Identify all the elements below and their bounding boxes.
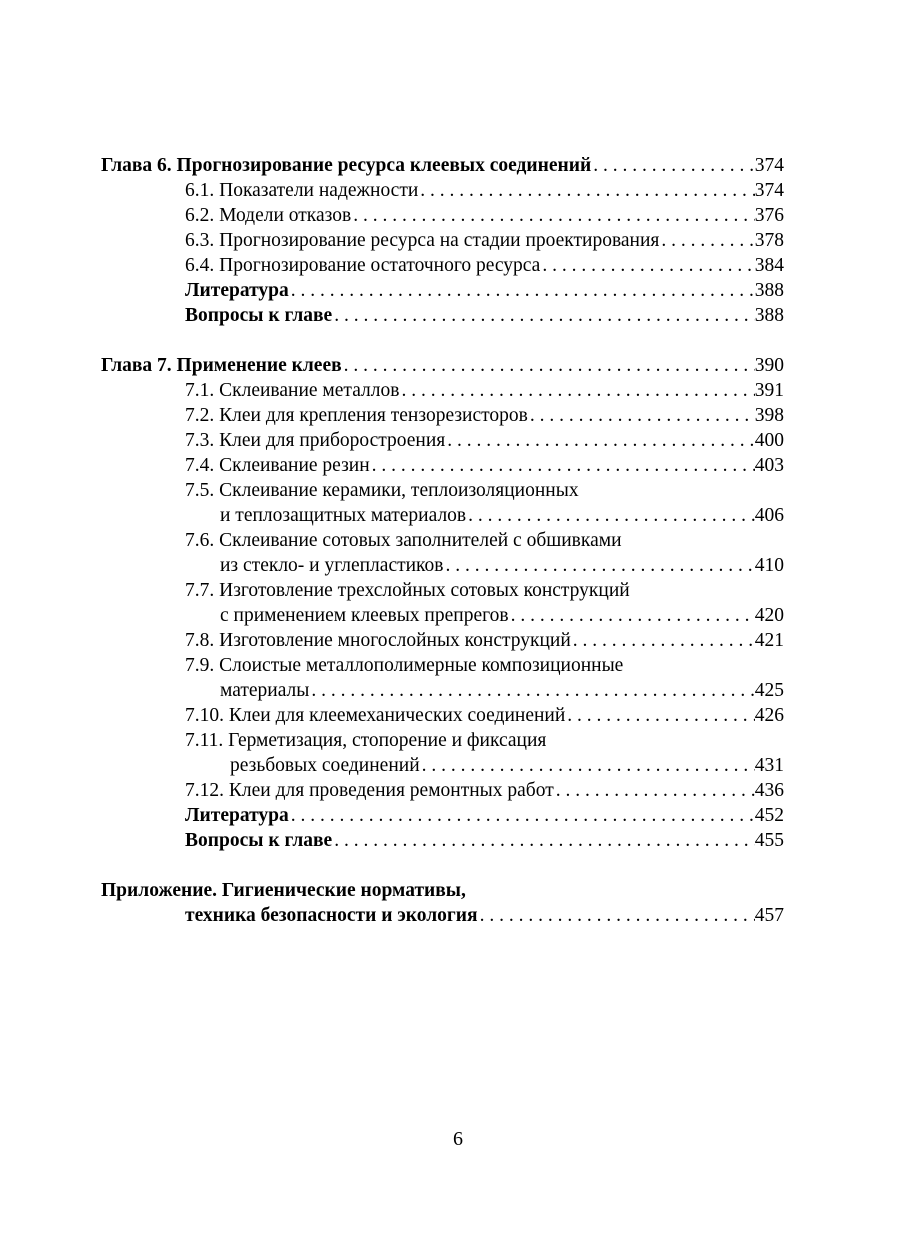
toc-title: Приложение. Гигиенические нормативы, bbox=[101, 880, 466, 901]
toc-title: 7.12. Клеи для проведения ремонтных работ bbox=[185, 780, 554, 801]
toc-appendix-line1[interactable] bbox=[101, 878, 784, 903]
dot-leader bbox=[332, 828, 755, 853]
toc-entry-6-1[interactable] bbox=[101, 178, 784, 203]
toc-entry-7-5-line1[interactable] bbox=[101, 478, 784, 503]
toc-entry-7-12[interactable] bbox=[101, 778, 784, 803]
dot-leader bbox=[418, 178, 754, 203]
toc-page: 436 bbox=[754, 780, 784, 801]
toc-page: 431 bbox=[754, 755, 784, 776]
toc-page: 374 bbox=[754, 155, 784, 176]
toc-entry-6-literature[interactable] bbox=[101, 278, 784, 303]
toc-title: 6.3. Прогнозирование ресурса на стадии проектирования bbox=[185, 230, 660, 251]
toc-title: 7.8. Изготовление многослойных конструкций bbox=[185, 630, 571, 651]
toc-entry-7-7[interactable] bbox=[101, 603, 784, 628]
toc-page: 374 bbox=[754, 180, 784, 201]
dot-leader bbox=[445, 428, 754, 453]
dot-leader bbox=[554, 778, 755, 803]
toc-title: 7.3. Клеи для приборостроения bbox=[185, 430, 446, 451]
toc-title: 7.10. Клеи для клеемеханических соединений bbox=[185, 705, 566, 726]
toc-page: 410 bbox=[754, 555, 784, 576]
dot-leader bbox=[289, 278, 755, 303]
toc-title: Литература bbox=[185, 805, 289, 826]
toc-page: 403 bbox=[754, 455, 784, 476]
dot-leader bbox=[444, 553, 755, 578]
toc-entry-7-6[interactable] bbox=[101, 553, 784, 578]
toc-title: техника безопасности и экология bbox=[185, 905, 478, 926]
toc-page: 426 bbox=[754, 705, 784, 726]
toc-entry-7-11[interactable] bbox=[101, 753, 784, 778]
dot-leader bbox=[342, 353, 755, 378]
toc-entry-7-5[interactable] bbox=[101, 503, 784, 528]
toc-entry-7-3[interactable] bbox=[101, 428, 784, 453]
toc-page: 452 bbox=[754, 805, 784, 826]
toc-entry-7-6-line1[interactable] bbox=[101, 528, 784, 553]
toc-title: и теплозащитных материалов bbox=[220, 505, 467, 526]
toc-entry-7-10[interactable] bbox=[101, 703, 784, 728]
toc-title: 7.5. Склеивание керамики, теплоизоляционных bbox=[185, 480, 579, 501]
toc-entry-7-1[interactable] bbox=[101, 378, 784, 403]
toc-entry-7-11-line1[interactable] bbox=[101, 728, 784, 753]
toc-chapter-6[interactable] bbox=[101, 153, 784, 178]
toc-page: 457 bbox=[754, 905, 784, 926]
dot-leader bbox=[370, 453, 755, 478]
dot-leader bbox=[540, 253, 754, 278]
toc-title: резьбовых соединений bbox=[230, 755, 420, 776]
dot-leader bbox=[478, 903, 755, 928]
toc-page: 425 bbox=[754, 680, 784, 701]
toc-title: 7.9. Слоистые металлополимерные композиционные bbox=[185, 655, 624, 676]
toc-page: 378 bbox=[754, 230, 784, 251]
toc-page: 420 bbox=[754, 605, 784, 626]
dot-leader bbox=[565, 703, 754, 728]
toc-page: 400 bbox=[754, 430, 784, 451]
toc-page: 398 bbox=[754, 405, 784, 426]
toc-page: 388 bbox=[754, 305, 784, 326]
toc-title: 6.4. Прогнозирование остаточного ресурса bbox=[185, 255, 541, 276]
toc-entry-7-8[interactable] bbox=[101, 628, 784, 653]
toc-chapter-7[interactable] bbox=[101, 353, 784, 378]
toc-appendix[interactable] bbox=[101, 903, 784, 928]
toc-title: 7.4. Склеивание резин bbox=[185, 455, 370, 476]
toc-title: 6.1. Показатели надежности bbox=[185, 180, 419, 201]
toc-page: 376 bbox=[754, 205, 784, 226]
table-of-contents bbox=[101, 153, 784, 928]
dot-leader bbox=[528, 403, 755, 428]
toc-page: 406 bbox=[754, 505, 784, 526]
toc-title: 7.2. Клеи для крепления тензорезисторов bbox=[185, 405, 528, 426]
dot-leader bbox=[420, 753, 755, 778]
dot-leader bbox=[659, 228, 754, 253]
page-number: 6 bbox=[453, 1128, 463, 1150]
toc-title: из стекло- и углепластиков bbox=[220, 555, 444, 576]
dot-leader bbox=[351, 203, 755, 228]
dot-leader bbox=[399, 378, 754, 403]
toc-title: 7.6. Склеивание сотовых заполнителей с обшивками bbox=[185, 530, 622, 551]
dot-leader bbox=[289, 803, 755, 828]
toc-page: 421 bbox=[754, 630, 784, 651]
toc-title: с применением клеевых препрегов bbox=[220, 605, 509, 626]
dot-leader bbox=[309, 678, 754, 703]
toc-entry-6-2[interactable] bbox=[101, 203, 784, 228]
dot-leader bbox=[591, 153, 755, 178]
toc-page: 384 bbox=[754, 255, 784, 276]
toc-title: Литература bbox=[185, 280, 289, 301]
toc-title: 7.1. Склеивание металлов bbox=[185, 380, 400, 401]
toc-title: Вопросы к главе bbox=[185, 305, 333, 326]
toc-title: материалы bbox=[220, 680, 310, 701]
toc-entry-7-literature[interactable] bbox=[101, 803, 784, 828]
toc-page: 391 bbox=[754, 380, 784, 401]
toc-entry-7-questions[interactable] bbox=[101, 828, 784, 853]
toc-title: Вопросы к главе bbox=[185, 830, 333, 851]
dot-leader bbox=[332, 303, 755, 328]
toc-title: Глава 6. Прогнозирование ресурса клеевых соединений bbox=[101, 155, 592, 176]
toc-entry-7-2[interactable] bbox=[101, 403, 784, 428]
dot-leader bbox=[466, 503, 755, 528]
toc-entry-7-7-line1[interactable] bbox=[101, 578, 784, 603]
toc-page: 390 bbox=[754, 355, 784, 376]
toc-entry-6-3[interactable] bbox=[101, 228, 784, 253]
toc-page: 388 bbox=[754, 280, 784, 301]
toc-entry-7-9-line1[interactable] bbox=[101, 653, 784, 678]
toc-entry-7-4[interactable] bbox=[101, 453, 784, 478]
toc-title: 7.11. Герметизация, стопорение и фиксация bbox=[185, 730, 547, 751]
toc-entry-6-4[interactable] bbox=[101, 253, 784, 278]
toc-entry-6-questions[interactable] bbox=[101, 303, 784, 328]
toc-entry-7-9[interactable] bbox=[101, 678, 784, 703]
toc-title: 7.7. Изготовление трехслойных сотовых конструкций bbox=[185, 580, 630, 601]
toc-title: 6.2. Модели отказов bbox=[185, 205, 352, 226]
dot-leader bbox=[571, 628, 755, 653]
dot-leader bbox=[509, 603, 755, 628]
toc-title: Глава 7. Применение клеев bbox=[101, 355, 342, 376]
toc-page: 455 bbox=[754, 830, 784, 851]
